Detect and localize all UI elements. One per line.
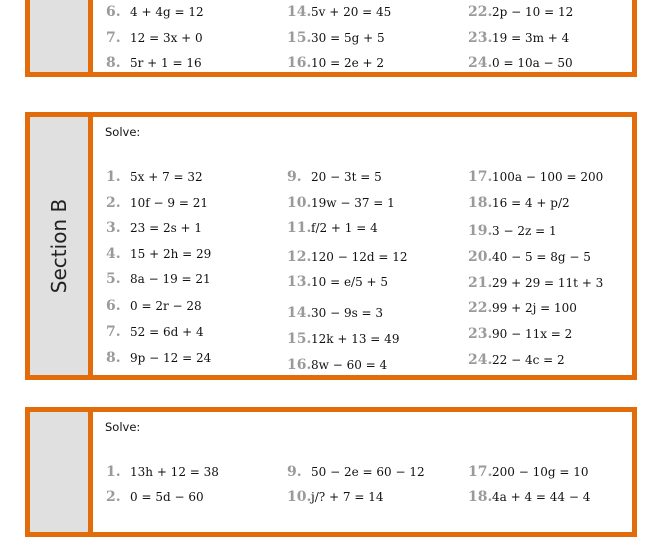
problem-item	[468, 349, 565, 369]
section-b	[25, 112, 637, 380]
problem-item	[106, 461, 219, 481]
problem-number: 10.	[287, 489, 312, 505]
section-c-side-panel	[30, 412, 93, 532]
problem-item	[468, 246, 591, 266]
problem-item	[106, 217, 202, 237]
problem-number: 2.	[106, 489, 121, 505]
problem-item	[468, 27, 569, 47]
problem-number: 23.	[468, 30, 493, 46]
section-a-content	[93, 0, 632, 72]
problem-item	[106, 347, 211, 367]
problem-number: 9.	[287, 464, 302, 480]
section-b-label: Section B	[47, 198, 71, 294]
problem-number: 15.	[287, 30, 312, 46]
problem-item	[468, 1, 573, 21]
problem-number: 18.	[468, 195, 493, 211]
problem-number: 4.	[106, 246, 121, 262]
problem-item	[106, 166, 203, 186]
problem-equation: j/? + 7 = 14	[311, 490, 384, 504]
problem-number: 9.	[287, 169, 302, 185]
problem-equation: 23 = 2s + 1	[130, 221, 203, 235]
problem-equation: 19w − 37 = 1	[311, 196, 395, 210]
problem-item	[287, 246, 408, 266]
section-b-side-panel	[30, 117, 93, 375]
problem-item	[106, 486, 204, 506]
problem-number: 7.	[106, 30, 121, 46]
problem-item	[468, 323, 572, 343]
problem-item	[287, 328, 399, 348]
problem-item	[287, 192, 395, 212]
problem-item	[106, 268, 211, 288]
problem-number: 21.	[468, 275, 493, 291]
problem-number: 6.	[106, 4, 121, 20]
problem-item	[468, 192, 570, 212]
problem-equation: 30 = 5g + 5	[311, 31, 385, 45]
problem-equation: 0 = 2r − 28	[130, 299, 202, 313]
problem-item	[287, 27, 385, 47]
problem-number: 2.	[106, 195, 121, 211]
problem-number: 8.	[106, 350, 121, 366]
problem-item	[287, 354, 387, 374]
problem-equation: 4a + 4 = 44 − 4	[492, 490, 591, 504]
problem-equation: 8a − 19 = 21	[130, 272, 211, 286]
problem-number: 13.	[287, 274, 312, 290]
problem-item	[106, 243, 211, 263]
problem-number: 23.	[468, 326, 493, 342]
problem-equation: 8w − 60 = 4	[311, 358, 388, 372]
problem-equation: 50 − 2e = 60 − 12	[311, 465, 425, 479]
problem-number: 17.	[468, 464, 493, 480]
problem-equation: 22 − 4c = 2	[492, 353, 565, 367]
problem-equation: 10 = e/5 + 5	[311, 275, 389, 289]
problem-item	[468, 220, 557, 240]
problem-number: 14.	[287, 305, 312, 321]
problem-equation: 12 = 3x + 0	[130, 31, 203, 45]
problem-equation: 2p − 10 = 12	[492, 5, 574, 19]
problem-number: 24.	[468, 55, 493, 71]
problem-number: 14.	[287, 4, 312, 20]
instruction-text: Solve:	[105, 420, 141, 434]
problem-item	[468, 297, 577, 317]
problem-item	[106, 1, 204, 21]
problem-item	[287, 166, 382, 186]
problem-item	[287, 461, 425, 481]
problem-item	[287, 486, 383, 506]
problem-number: 16.	[287, 55, 312, 71]
problem-equation: 0 = 5d − 60	[130, 490, 204, 504]
section-a-side-panel	[30, 0, 93, 72]
problem-item	[468, 272, 603, 292]
problem-number: 17.	[468, 169, 493, 185]
problem-equation: 5x + 7 = 32	[130, 170, 203, 184]
problem-number: 19.	[468, 223, 493, 239]
problem-equation: 0 = 10a − 50	[492, 56, 573, 70]
problem-number: 12.	[287, 249, 312, 265]
problem-item	[106, 27, 203, 47]
problem-equation: f/2 + 1 = 4	[311, 221, 378, 235]
problem-equation: 5v + 20 = 45	[311, 5, 392, 19]
problem-number: 18.	[468, 489, 493, 505]
problem-number: 11.	[287, 220, 312, 236]
problem-number: 10.	[287, 195, 312, 211]
problem-number: 3.	[106, 220, 121, 236]
problem-equation: 40 − 5 = 8g − 5	[492, 250, 591, 264]
problem-number: 7.	[106, 324, 121, 340]
problem-equation: 19 = 3m + 4	[492, 31, 570, 45]
problem-equation: 90 − 11x = 2	[492, 327, 573, 341]
problem-equation: 9p − 12 = 24	[130, 351, 212, 365]
problem-item	[106, 295, 202, 315]
problem-equation: 52 = 6d + 4	[130, 325, 204, 339]
section-c	[25, 407, 637, 537]
problem-number: 15.	[287, 331, 312, 347]
problem-equation: 5r + 1 = 16	[130, 56, 202, 70]
problem-number: 24.	[468, 352, 493, 368]
problem-equation: 10 = 2e + 2	[311, 56, 385, 70]
problem-item	[287, 1, 391, 21]
problem-number: 6.	[106, 298, 121, 314]
problem-number: 16.	[287, 357, 312, 373]
problem-equation: 20 − 3t = 5	[311, 170, 382, 184]
problem-equation: 10f − 9 = 21	[130, 196, 208, 210]
problem-number: 8.	[106, 55, 121, 71]
problem-item	[468, 166, 603, 186]
problem-number: 22.	[468, 4, 493, 20]
section-b-content	[93, 117, 632, 375]
problem-equation: 120 − 12d = 12	[311, 250, 408, 264]
problem-item	[106, 52, 202, 72]
problem-item	[287, 271, 388, 291]
problem-equation: 29 + 29 = 11t + 3	[492, 276, 604, 290]
problem-number: 1.	[106, 169, 121, 185]
problem-equation: 13h + 12 = 38	[130, 465, 219, 479]
problem-equation: 15 + 2h = 29	[130, 247, 212, 261]
problem-item	[468, 52, 573, 72]
problem-equation: 99 + 2j = 100	[492, 301, 577, 315]
problem-item	[287, 302, 383, 322]
problem-number: 20.	[468, 249, 493, 265]
problem-number: 5.	[106, 271, 121, 287]
section-c-content	[93, 412, 632, 532]
problem-item	[468, 461, 589, 481]
problem-item	[468, 486, 590, 506]
problem-equation: 100a − 100 = 200	[492, 170, 604, 184]
problem-item	[287, 217, 378, 237]
problem-item	[106, 192, 208, 212]
problem-equation: 200 − 10g = 10	[492, 465, 589, 479]
problem-equation: 12k + 13 = 49	[311, 332, 400, 346]
problem-number: 1.	[106, 464, 121, 480]
problem-equation: 4 + 4g = 12	[130, 5, 204, 19]
problem-number: 22.	[468, 300, 493, 316]
section-a	[25, 0, 637, 77]
problem-equation: 30 − 9s = 3	[311, 306, 384, 320]
problem-item	[106, 321, 204, 341]
problem-equation: 16 = 4 + p/2	[492, 196, 570, 210]
instruction-text: Solve:	[105, 125, 141, 139]
problem-equation: 3 − 2z = 1	[492, 224, 557, 238]
problem-item	[287, 52, 384, 72]
